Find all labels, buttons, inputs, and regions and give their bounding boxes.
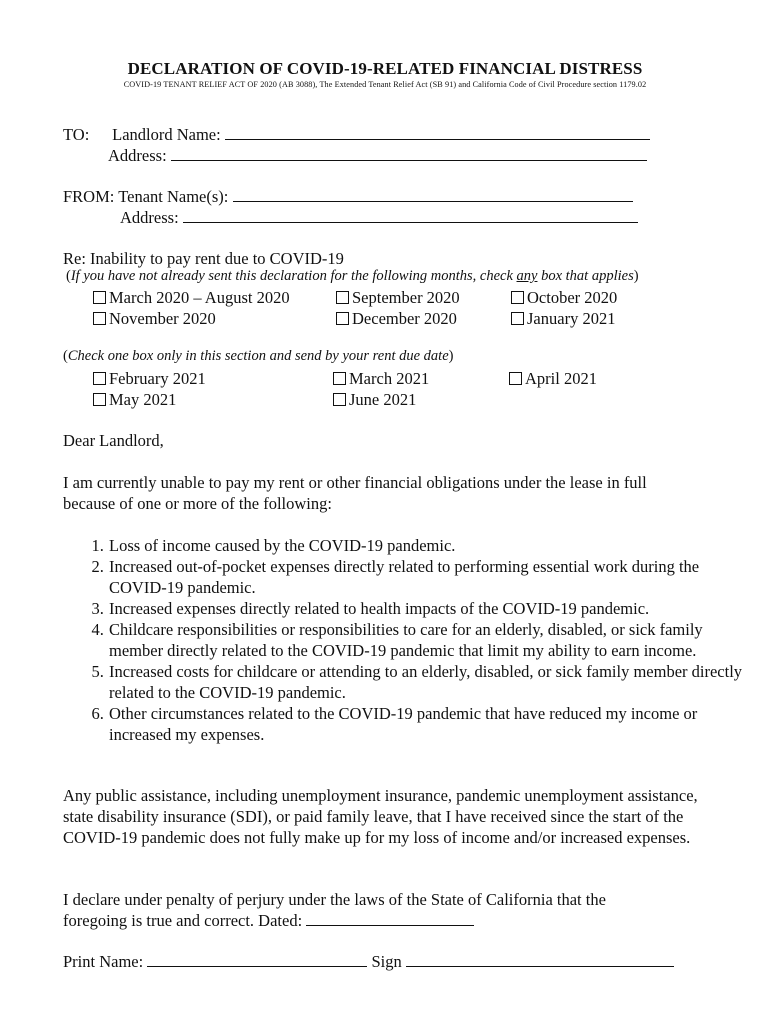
list-item: 2. Increased out-of-pocket expenses directly related to performing essential work during the COVID-19 pandemic. <box>108 556 748 598</box>
tenant-name-field[interactable] <box>233 186 633 202</box>
signature-field[interactable] <box>406 951 674 967</box>
tenant-address-field[interactable] <box>183 207 638 223</box>
month-label: February 2021 <box>109 369 206 388</box>
checkbox[interactable] <box>336 312 349 325</box>
checkbox[interactable] <box>333 393 346 406</box>
landlord-address-field[interactable] <box>171 145 647 161</box>
to-address-row <box>108 145 647 166</box>
document-subtitle: COVID-19 TENANT RELIEF ACT OF 2020 (AB 3088), The Extended Tenant Relief Act (SB 91) and California Code of Civil Procedure section 1179.02 <box>123 80 647 89</box>
list-item: 5. Increased costs for childcare or attending to an elderly, disabled, or sick family member directly related to the COVID-19 pandemic. <box>108 661 748 703</box>
months-note-1 <box>66 268 639 285</box>
note-text-1: If you have not already sent this declaration for the following months, check <box>70 268 513 284</box>
month-label: December 2020 <box>352 309 457 328</box>
checkbox[interactable] <box>509 372 522 385</box>
month-option[interactable] <box>511 288 617 308</box>
month-label: May 2021 <box>109 390 177 409</box>
month-label: November 2020 <box>109 309 216 328</box>
sign-label: Sign <box>371 952 402 971</box>
month-option[interactable] <box>336 288 460 308</box>
note2-close-paren: ) <box>448 348 454 364</box>
landlord-name-label: Landlord Name: <box>112 125 221 144</box>
declaration-paragraph <box>63 889 663 931</box>
checkbox[interactable] <box>93 312 106 325</box>
checkbox[interactable] <box>93 393 106 406</box>
note-close-paren: ) <box>633 268 639 284</box>
signature-row <box>63 951 674 972</box>
declaration-text: I declare under penalty of perjury under the laws of the State of California that the foregoing is true and correct. Dated: <box>63 890 606 930</box>
month-label: September 2020 <box>352 288 460 307</box>
month-label: March 2020 – August 2020 <box>109 288 290 307</box>
list-item: 4. Childcare responsibilities or responsibilities to care for an elderly, disabled, or sick family member directly related to the COVID-19 pandemic that limit my ability to earn income. <box>108 619 748 661</box>
note-any: any <box>516 268 538 284</box>
checkbox[interactable] <box>333 372 346 385</box>
month-option[interactable] <box>333 390 416 410</box>
document-title: DECLARATION OF COVID-19-RELATED FINANCIAL DISTRESS <box>127 59 643 78</box>
note2-text: Check one box only in this section and send by your rent due date <box>67 348 449 364</box>
month-option[interactable] <box>511 309 615 329</box>
list-item: 6. Other circumstances related to the COVID-19 pandemic that have reduced my income or increased my expenses. <box>108 703 748 745</box>
month-label: March 2021 <box>349 369 430 388</box>
month-option[interactable] <box>93 309 216 329</box>
month-label: April 2021 <box>525 369 597 388</box>
month-option[interactable] <box>93 288 290 308</box>
month-option[interactable] <box>336 309 457 329</box>
month-label: October 2020 <box>527 288 618 307</box>
month-option[interactable] <box>333 369 429 389</box>
tenant-name-label: Tenant Name(s): <box>118 187 229 206</box>
list-item: 3. Increased expenses directly related to health impacts of the COVID-19 pandemic. <box>108 598 748 619</box>
salutation: Dear Landlord, <box>63 431 164 450</box>
note2-open-paren: ( <box>63 348 68 364</box>
print-name-label: Print Name: <box>63 952 144 971</box>
from-address-row <box>120 207 638 228</box>
month-label: January 2021 <box>527 309 616 328</box>
intro-paragraph: I am currently unable to pay my rent or other financial obligations under the lease in full because of one or more of the following: <box>63 473 647 513</box>
month-option[interactable] <box>509 369 597 389</box>
note-open-paren: ( <box>66 268 71 284</box>
list-item: 1. Loss of income caused by the COVID-19 pandemic. <box>108 535 748 556</box>
landlord-name-field[interactable] <box>225 124 650 140</box>
landlord-address-label: Address: <box>108 146 167 165</box>
note-text-2: box that applies <box>541 268 634 284</box>
re-line: Re: Inability to pay rent due to COVID-19 <box>63 249 344 268</box>
to-prefix: TO: <box>63 125 90 144</box>
from-tenant-row <box>63 186 633 207</box>
months-note-2 <box>63 348 454 365</box>
assistance-paragraph: Any public assistance, including unemployment insurance, pandemic unemployment assistance, state disability insurance (SDI), or paid family leave, that I have received since the start of the COVID-19 pandemic does not fully make up for my loss of income and/or increased expenses. <box>63 786 698 847</box>
tenant-address-label: Address: <box>120 208 179 227</box>
print-name-field[interactable] <box>147 951 367 967</box>
checkbox[interactable] <box>336 291 349 304</box>
from-prefix: FROM: <box>63 187 115 206</box>
month-option[interactable] <box>93 390 176 410</box>
checkbox[interactable] <box>511 312 524 325</box>
checkbox[interactable] <box>93 291 106 304</box>
to-landlord-row <box>63 124 650 145</box>
month-option[interactable] <box>93 369 206 389</box>
checkbox[interactable] <box>511 291 524 304</box>
reasons-list <box>84 535 748 745</box>
checkbox[interactable] <box>93 372 106 385</box>
month-label: June 2021 <box>349 390 417 409</box>
date-field[interactable] <box>306 910 474 926</box>
